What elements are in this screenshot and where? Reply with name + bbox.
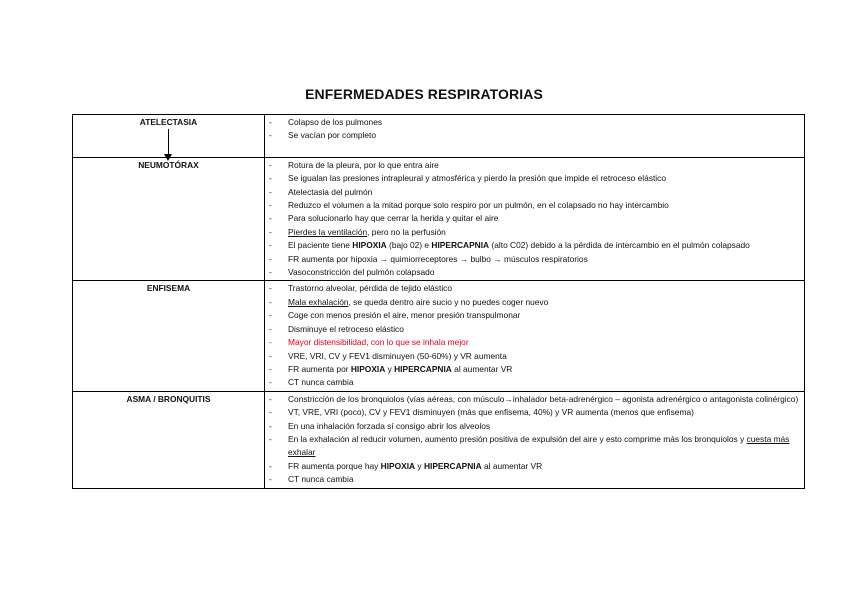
list-item: - CT nunca cambia xyxy=(269,377,354,388)
list-item: - Se igualan las presiones intrapleural y atmosférica y pierdo la presión que impide el retroceso elástico xyxy=(269,173,667,184)
disease-name: ENFISEMA xyxy=(146,283,191,294)
list-item: - FR aumenta porque hay HIPOXIA y HIPERCAPNIA al aumentar VR xyxy=(269,460,543,471)
list-item: - Se vacían por completo xyxy=(269,130,376,141)
list-item: - VRE, VRI, CV y FEV1 disminuyen (50-60%) y VR aumenta xyxy=(269,350,507,361)
disease-name-cell xyxy=(73,157,265,281)
disease-name-cell xyxy=(73,391,265,488)
table-row xyxy=(73,157,805,281)
list-item: - Mala exhalación, se queda dentro aire sucio y no puedes coger nuevo xyxy=(269,296,549,307)
disease-name-cell xyxy=(73,115,265,158)
disease-name-cell xyxy=(73,281,265,391)
list-item: - Atelectasia del pulmón xyxy=(269,186,373,197)
down-arrow-icon xyxy=(168,129,169,155)
disease-name: ATELECTASIA xyxy=(139,117,198,127)
characteristics-cell xyxy=(265,281,805,391)
list-item: - Para solucionarlo hay que cerrar la herida y quitar el aire xyxy=(269,213,499,224)
list-item: - En la exhalación al reducir volumen, aumento presión positiva de expulsión del aire y esto comprime más los bronquiolos y cuesta más exhalar xyxy=(269,433,790,458)
list-item: - Coge con menos presión el aire, menor presión transpulmonar xyxy=(269,310,521,321)
diseases-table xyxy=(72,114,805,489)
list-item: - CT nunca cambia xyxy=(269,474,354,485)
list-item: - Colapso de los pulmones xyxy=(269,117,383,127)
list-item: - FR aumenta por HIPOXIA y HIPERCAPNIA al aumentar VR xyxy=(269,363,513,374)
list-item: - Rotura de la pleura, por lo que entra aire xyxy=(269,159,439,170)
disease-name: ASMA / BRONQUITIS xyxy=(126,393,211,404)
table-row xyxy=(73,115,805,158)
page-title: ENFERMEDADES RESPIRATORIAS xyxy=(305,86,543,102)
table-row xyxy=(73,391,805,488)
list-item: - En una inhalación forzada sí consigo abrir los alveolos xyxy=(269,420,491,431)
characteristics-cell xyxy=(265,391,805,488)
list-item: - Disminuye el retroceso elástico xyxy=(269,323,404,334)
list-item: - Pierdes la ventilación, pero no la perfusión xyxy=(269,226,446,237)
list-item: - Trastorno alveolar, pérdida de tejido elástico xyxy=(269,283,453,294)
disease-name: NEUMOTÓRAX xyxy=(138,159,199,170)
table-row xyxy=(73,281,805,391)
characteristics-cell xyxy=(265,157,805,281)
list-item: - VT, VRE, VRI (poco), CV y FEV1 disminuyen (más que enfisema, 40%) y VR aumenta (menos que enfisema) xyxy=(269,407,694,418)
characteristics-cell xyxy=(265,115,805,158)
list-item: - Reduzco el volumen a la mitad porque solo respiro por un pulmón, en el colapsado no hay intercambio xyxy=(269,200,669,211)
list-item: - Vasoconstricción del pulmón colapsado xyxy=(269,267,435,278)
list-item: - El paciente tiene HIPOXIA (bajo 02) e HIPERCAPNIA (alto C02) debido a la pérdida de intercambio en el pulmón colapsado xyxy=(269,240,750,251)
list-item: - FR aumenta por hipoxia → quimiorreceptores → bulbo → músculos respiratorios xyxy=(269,253,588,264)
list-item: - Constricción de los bronquiolos (vías aéreas, con músculo→inhalador beta-adrenérgico – agonista adrenérgico o antagonista colinérgico) xyxy=(269,393,799,404)
list-item-highlight: - Mayor distensibilidad, con lo que se inhala mejor xyxy=(269,337,469,348)
